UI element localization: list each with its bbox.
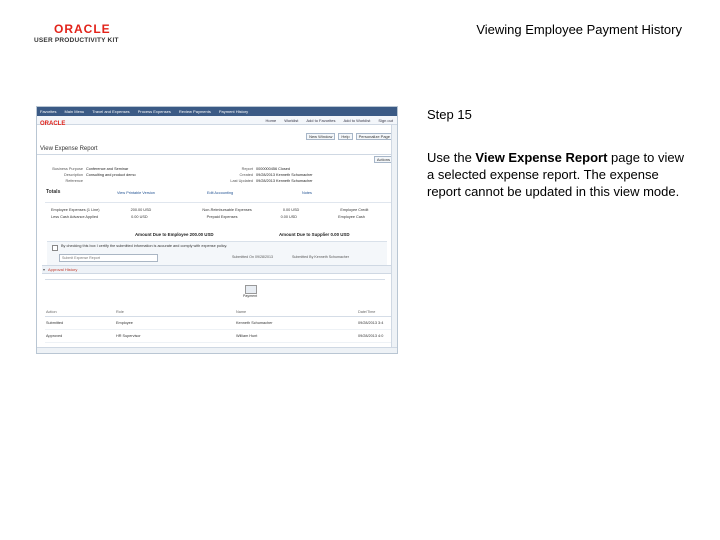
top-nav-bar: [37, 107, 397, 116]
field-reference: Reference: [65, 179, 83, 183]
nav-item-process: Process Expenses: [137, 109, 171, 114]
help-link: Help: [338, 133, 352, 140]
logo-wordmark: ORACLE: [54, 22, 111, 36]
field-business-purpose: Business Purpose Conference and Seminar: [52, 167, 129, 171]
nav-item-favorites: Favorites: [40, 109, 57, 114]
slide-title: Viewing Employee Payment History: [476, 22, 682, 37]
approval-history-table: [45, 307, 395, 343]
step-text-bold: View Expense Report: [475, 150, 608, 165]
nav-item-travel: Travel and Expenses: [92, 109, 130, 114]
approval-history-header: [42, 265, 394, 274]
oracle-upk-logo: [34, 22, 124, 48]
actions-dropdown: Actions: [374, 156, 393, 163]
app-brand: ORACLE: [40, 121, 66, 127]
horizontal-scrollbar: [37, 347, 397, 353]
history-divider: [45, 279, 385, 280]
nav-item-review: Review Payments: [178, 109, 211, 114]
secondary-nav: [37, 116, 397, 125]
subnav-home: Home: [265, 117, 277, 123]
step-text-after: page to view a selected expense report. The expense report cannot be updated in this view mode.: [427, 150, 685, 199]
personalize-link: Personalize Page: [356, 133, 393, 140]
approval-history-label: Approval History: [48, 267, 78, 272]
col-datetime: Date/Time: [357, 307, 395, 317]
page-title: View Expense Report: [40, 146, 98, 152]
step-text-before: Use the: [427, 150, 476, 165]
totals-row-1: Employee Expenses (1 Line) 200.00 USD Non-Reimbursable Expenses 0.00 USD Employee Credit: [51, 208, 369, 212]
payment-icon-label: Payment: [243, 294, 258, 298]
step-number: Step 15: [427, 107, 472, 122]
edit-accounting-link: Edit Accounting: [207, 191, 234, 195]
divider: [37, 154, 397, 155]
field-last-updated: Last Updated 09/28/2013 Kenneth Schumacher: [230, 179, 313, 183]
totals-label: Totals: [46, 189, 61, 195]
nav-item-history: Payment History: [218, 109, 249, 114]
nav-item-main-menu: Main Menu: [64, 109, 85, 114]
submitted-on: Submitted On 09/28/2013: [232, 255, 273, 259]
field-description: Description Consulting and product demo: [64, 173, 136, 177]
certify-text: By checking this box I certify the submitted information is accurate and comply with expense policy.: [61, 244, 228, 248]
col-action: Action: [45, 307, 115, 317]
field-report: Report 0000000456 Closed: [241, 167, 290, 171]
subnav-sign-out: Sign out: [378, 117, 393, 123]
subnav-add-favorites: Add to Favorites: [306, 117, 336, 123]
collapse-icon: ▾: [43, 267, 46, 272]
vertical-scrollbar: [391, 125, 397, 348]
view-printable-link: View Printable Version: [117, 191, 155, 195]
col-name: Name: [235, 307, 357, 317]
logo-subtitle: USER PRODUCTIVITY KIT: [34, 37, 119, 44]
amount-due-employee: Amount Due to Employee 200.00 USD: [135, 232, 214, 237]
amount-due-supplier: Amount Due to Supplier 0.00 USD: [279, 232, 350, 237]
page-tools: [306, 133, 393, 140]
step-instructions: [427, 149, 689, 200]
totals-row-2: Less Cash Advance Applied 0.00 USD Prepaid Expenses 0.00 USD Employee Cash: [51, 215, 365, 219]
application-screenshot: [36, 106, 398, 354]
table-row: Approved HR Supervisor William Hunt 09/28/2013 4:0: [45, 330, 395, 343]
field-created: Created 09/28/2013 Kenneth Schumacher: [239, 173, 313, 177]
submit-field: Submit Expense Report: [59, 254, 158, 262]
subnav-worklist: Worklist: [284, 117, 299, 123]
notes-link: Notes: [302, 191, 312, 195]
subnav-add-worklist: Add to Worklist: [343, 117, 371, 123]
payment-icon: [245, 285, 257, 294]
table-header-row: [45, 307, 395, 317]
certification-panel: [47, 241, 387, 266]
new-window-link: New Window: [306, 133, 335, 140]
totals-panel: [45, 202, 395, 225]
certify-checkbox: [52, 245, 58, 251]
submitted-by: Submitted By Kenneth Schumacher: [292, 255, 349, 259]
col-role: Role: [115, 307, 235, 317]
table-row: Submitted Employee Kenneth Schumacher 09/28/2013 3:4: [45, 317, 395, 330]
